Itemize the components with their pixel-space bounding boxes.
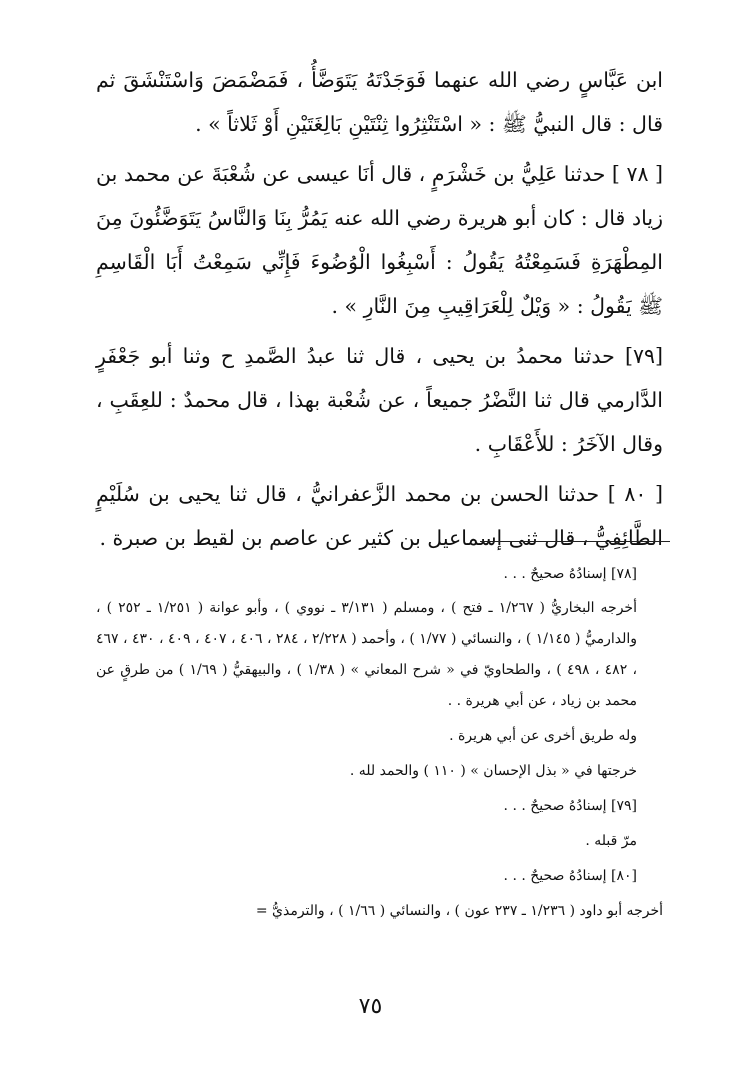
footnote-78-body: أخرجه البخاريُّ ( ١/٢٦٧ ـ فتح ) ، ومسلم ( ٣/١٣١ ـ نووي ) ، وأبو عوانة ( ١/٢٥١ ـ ٢٥٢ ) ، والدارميُّ ( ١/١٤٥ ) ، والنسائي ( ١/٧٧ ) ، وأحمد ( ٢/٢٢٨ ، ٢٨٤ ، ٤٠٦ ، ٤٠٧ ، ٤٠٩ ، ٤٣٠ ، ٤٦٧ ، ٤٨٢ ، ٤٩٨ ) ، والطحاويّ في « شرح المعاني » ( ١/٣٨ ) ، والبيهقيُّ ( ١/٦٩ ) من طرقٍ عن محمد بن زياد ، عن أبي هريرة . .	[96, 600, 638, 709]
paragraph-continuation: ابن عَبَّاسٍ رضي الله عنهما فَوَجَدْتَهُ يَتَوَضَّأُ ، فَمَضْمَضَ وَاسْتَنْشَقَ ثم قال : قال النبيُّ ﷺ : « اسْتَنْثِرُوا ثِنْتَيْنِ بَالِغَتَيْنِ أَوْ ثَلاثاً » .	[96, 68, 663, 136]
page-number: ٧٥	[358, 994, 383, 1019]
paragraph-hadith-80: [ ٨٠ ] حدثنا الحسن بن محمد الزَّعفرانيُّ ، قال ثنا يحيى بن سُلَيْمٍ الطَّائِفِيُّ ، قال ثنى إسماعيل بن كثير عن عاصم بن لقيط بن صبرة .	[96, 482, 663, 550]
main-text	[96, 58, 663, 566]
footnotes	[96, 558, 663, 930]
paragraph-hadith-78: [ ٧٨ ] حدثنا عَلِيُّ بن خَشْرَمٍ ، قال أنَا عيسى عن شُعْبَةَ عن محمد بن زياد قال : كان أبو هريرة رضي الله عنه يَمُرُّ بِنَا وَالنَّاسُ يَتَوَضَّئُونَ مِنَ المِطْهَرَةِ فَسَمِعْتُهُ يَقُولُ : أَسْبِغُوا الْوُضُوءَ فَإِنِّي سَمِعْتُ أَبَا الْقَاسِمِ ﷺ يَقُولُ : « وَيْلٌ لِلْعَرَاقِيبِ مِنَ النَّارِ » .	[96, 162, 663, 318]
footnote-80-title: [٨٠] إسنادُهُ صحيحٌ . . .	[503, 868, 637, 884]
footnote-79-title: [٧٩] إسنادُهُ صحيحٌ . . .	[503, 798, 637, 814]
footnote-80-body: أخرجه أبو داود ( ١/٢٣٦ ـ ٢٣٧ عون ) ، والنسائي ( ١/٦٦ ) ، والترمذيُّ =	[255, 903, 663, 919]
paragraph-hadith-79: [٧٩] حدثنا محمدُ بن يحيى ، قال ثنا عبدُ الصَّمدِ ح وثنا أبو جَعْفَرٍ الدَّارمي قال ثنا النَّضْرُ جميعاً ، عن شُعْبة بهذا ، قال محمدٌ : للعِقَبِ ، وقال الآخَرُ : للأَعْقَابِ .	[96, 344, 663, 456]
footnote-78-extra: وله طريق أخرى عن أبي هريرة .	[449, 728, 637, 744]
footnote-divider	[480, 541, 670, 542]
footnote-79-body: مرّ قبله .	[585, 833, 637, 849]
footnote-78-title: [٧٨] إسنادُهُ صحيحٌ . . .	[503, 566, 637, 582]
footnote-78-reference: خرجتها في « بذل الإحسان » ( ١١٠ ) والحمد لله .	[349, 763, 637, 779]
